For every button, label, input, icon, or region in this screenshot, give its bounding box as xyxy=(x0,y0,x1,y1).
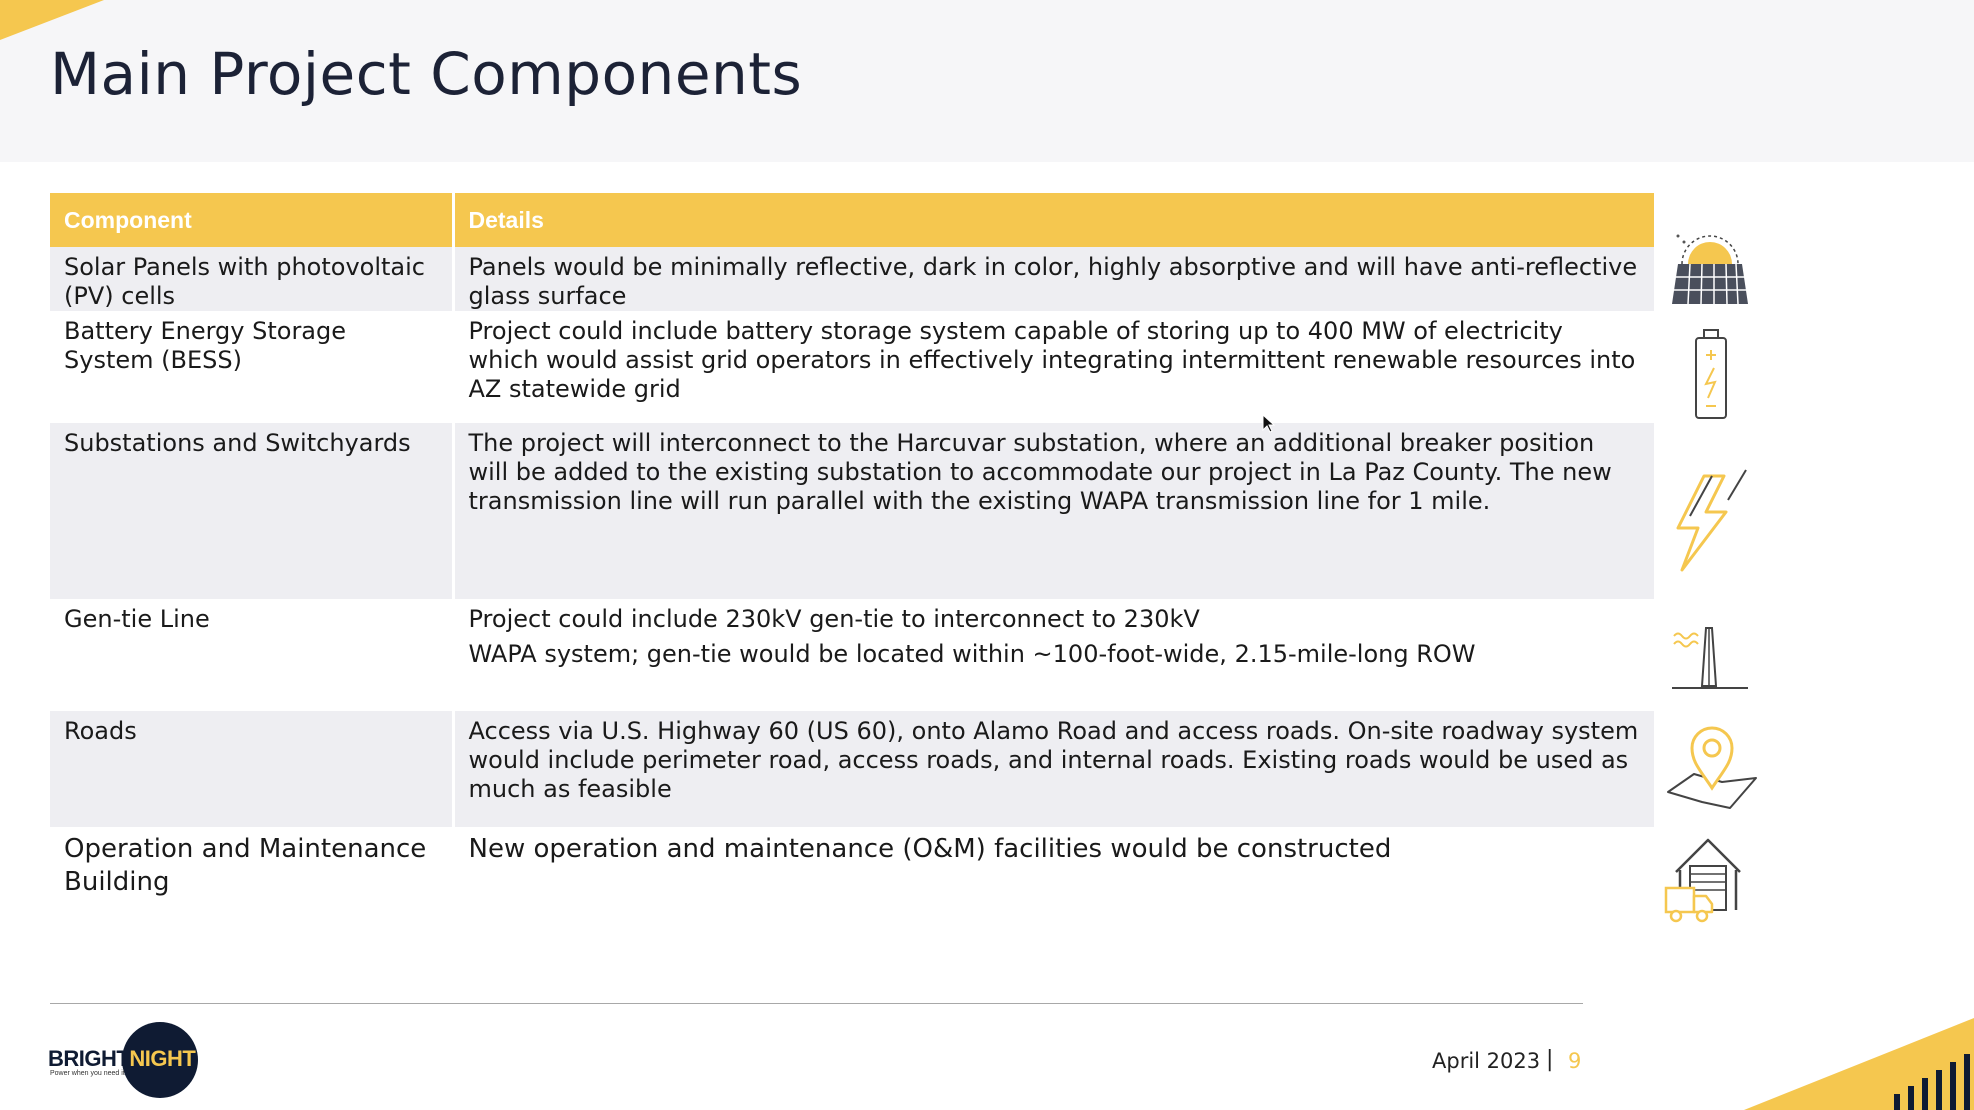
footer-divider xyxy=(50,1003,1583,1004)
header-details: Details xyxy=(453,193,1654,247)
lightning-bolt-icon xyxy=(1672,466,1752,574)
battery-icon xyxy=(1690,328,1734,420)
table-header-row xyxy=(50,193,1654,247)
details-cell: Panels would be minimally reflective, dark in color, highly absorptive and will have anti-reflective glass surface xyxy=(453,247,1654,311)
components-table xyxy=(50,193,1654,913)
details-cell: New operation and maintenance (O&M) facilities would be constructed xyxy=(453,827,1654,913)
table-row xyxy=(50,827,1654,913)
component-cell: Substations and Switchyards xyxy=(50,423,453,599)
header-component: Component xyxy=(50,193,453,247)
brand-logo xyxy=(48,1022,208,1098)
details-line: Project could include 230kV gen-tie to interconnect to 230kV xyxy=(468,605,1200,633)
table-row xyxy=(50,599,1654,711)
component-cell: Roads xyxy=(50,711,453,827)
component-cell: Operation and Maintenance Building xyxy=(50,827,453,913)
slide-title: Main Project Components xyxy=(50,40,803,108)
mouse-cursor-icon xyxy=(1262,414,1276,434)
warehouse-truck-icon xyxy=(1662,836,1758,926)
logo-night: NIGHT xyxy=(129,1046,196,1071)
component-cell: Solar Panels with photovoltaic (PV) cells xyxy=(50,247,453,311)
corner-accent-top-left xyxy=(0,0,110,42)
details-cell: Project could include battery storage system capable of storing up to 400 MW of electricity which would assist grid operators in effectively integrating intermittent renewable resources into AZ statewide grid xyxy=(453,311,1654,423)
logo-tagline: Power when you need it xyxy=(50,1070,125,1077)
logo-wordmark xyxy=(48,1046,195,1072)
component-cell: Gen-tie Line xyxy=(50,599,453,711)
table-row xyxy=(50,711,1654,827)
footer-date: April 2023 xyxy=(1432,1049,1541,1073)
details-cell: Access via U.S. Highway 60 (US 60), onto Alamo Road and access roads. On-site roadway system would include perimeter road, access roads, and internal roads. Existing roads would be used as much as feasible xyxy=(453,711,1654,827)
details-line: WAPA system; gen-tie would be located within ~100-foot-wide, 2.15-mile-long ROW xyxy=(468,640,1476,668)
table-row xyxy=(50,311,1654,423)
footer-separator: | xyxy=(1546,1047,1554,1072)
logo-bright: BRIGHT xyxy=(48,1046,130,1071)
corner-accent-bottom-right xyxy=(1744,1010,1974,1110)
component-cell: Battery Energy Storage System (BESS) xyxy=(50,311,453,423)
transmission-tower-icon xyxy=(1670,624,1750,692)
table-row xyxy=(50,423,1654,599)
page-number: 9 xyxy=(1568,1049,1582,1073)
details-cell: The project will interconnect to the Harcuvar substation, where an additional breaker position will be added to the existing substation to accommodate our project in La Paz County. The new transmission line will run parallel with the existing WAPA transmission line for 1 mile. xyxy=(453,423,1654,599)
details-cell xyxy=(453,599,1654,711)
table-row xyxy=(50,247,1654,311)
map-pin-icon xyxy=(1664,722,1760,818)
solar-panel-icon xyxy=(1668,228,1752,308)
